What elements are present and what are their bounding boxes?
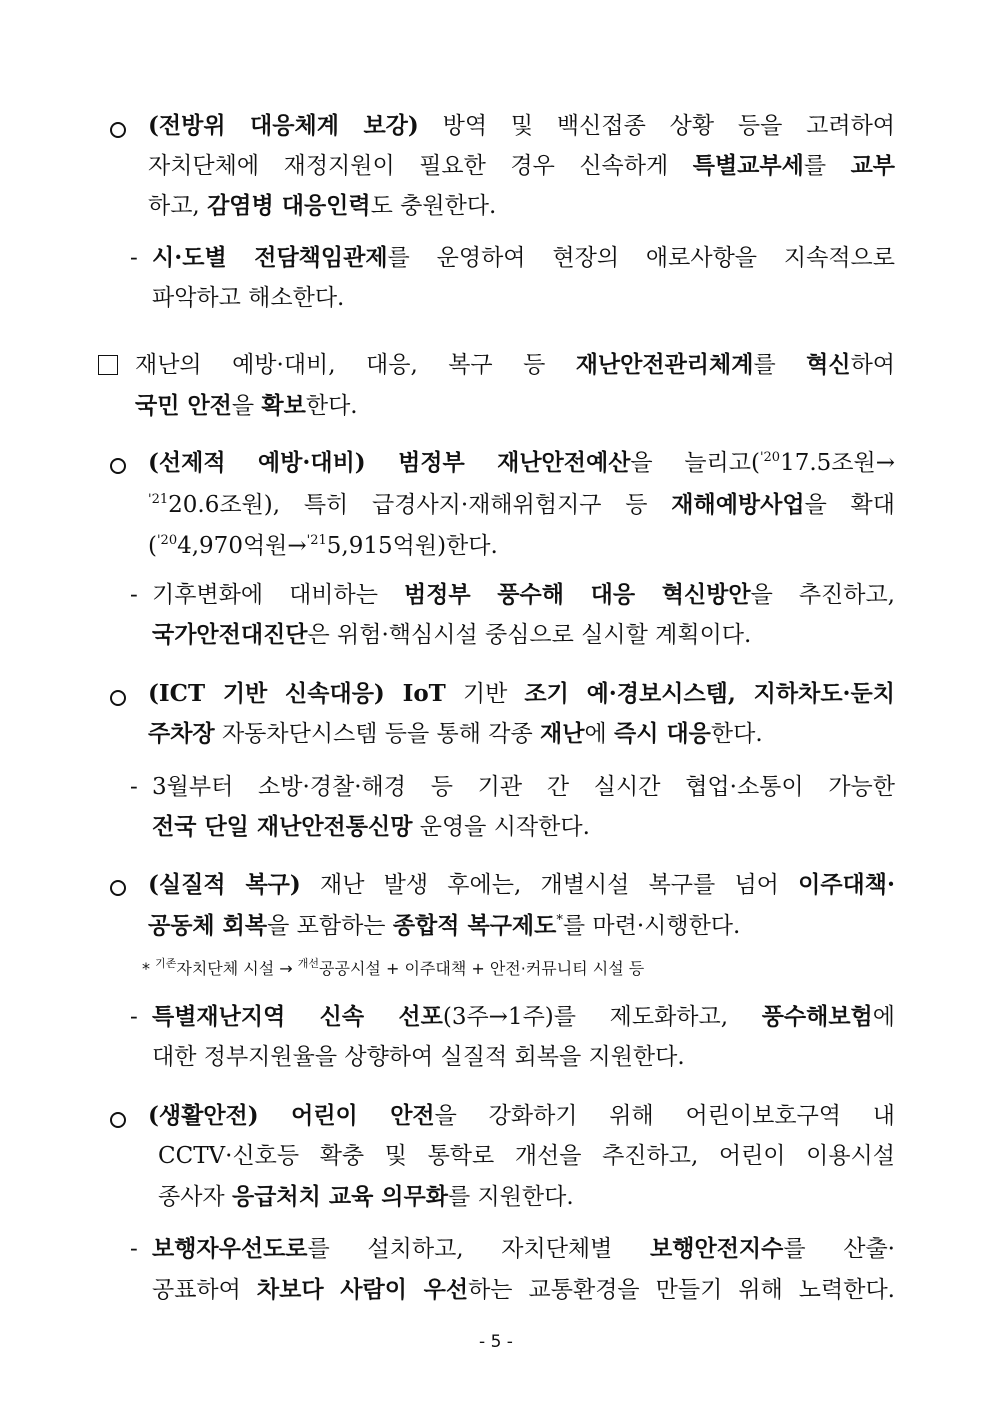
- text-line: [152, 283, 344, 313]
- emphasis-text: 확보: [261, 392, 306, 419]
- circle-bullet-icon: [110, 1112, 126, 1128]
- dash-bullet-icon: -: [130, 774, 138, 800]
- text-line: [148, 191, 496, 221]
- body-text: 을 포함하는: [267, 913, 393, 939]
- body-text: 를 설치하고, 자치단체별: [307, 1236, 651, 1262]
- body-text: 한다.: [710, 721, 763, 747]
- body-text: 을 추진하고,: [750, 582, 895, 608]
- body-text: 를 마련·시행한다.: [562, 913, 741, 939]
- circle-bullet-icon: [110, 122, 126, 138]
- footnote-existing-text: 자치단체 시설 →: [176, 959, 293, 978]
- emphasis-text: (전방위 대응체계 보강): [148, 112, 419, 139]
- body-text: 4,970억원→: [177, 533, 307, 559]
- superscript-note: '21: [306, 533, 327, 548]
- emphasis-text: 보행안전지수: [650, 1235, 784, 1262]
- body-text: 를 산출·: [783, 1236, 895, 1262]
- text-line: [152, 580, 895, 610]
- text-line: [148, 111, 895, 141]
- body-text: 를 운영하여 현장의 애로사항을 지속적으로: [387, 245, 895, 271]
- body-text: 은 위험·핵심시설 중심으로 실시할 계획이다.: [307, 622, 752, 648]
- emphasis-text: 특별재난지역 신속 선포: [152, 1003, 443, 1030]
- body-text: 파악하고 해소한다.: [152, 285, 345, 311]
- body-text: 3월부터 소방·경찰·해경 등 기관 간 실시간 협업·소통이 가능한: [152, 774, 895, 800]
- emphasis-text: 특별교부세: [692, 152, 804, 179]
- emphasis-text: 재난: [540, 720, 585, 747]
- body-text: 기후변화에 대비하는: [152, 582, 404, 608]
- text-line: [158, 1182, 574, 1212]
- footnote-existing-label: 기존: [155, 957, 177, 970]
- body-text: 재난 발생 후에는, 개별시설 복구를 넘어: [300, 872, 799, 898]
- emphasis-text: (선제적 예방·대비) 범정부 재난안전예산: [148, 449, 631, 476]
- body-text: 하여: [850, 352, 895, 378]
- text-line: [135, 391, 358, 421]
- body-text: 5,915억원)한다.: [326, 533, 498, 559]
- body-text: 을 늘리고(: [630, 450, 760, 476]
- text-line: [148, 719, 763, 749]
- dash-bullet-icon: -: [130, 582, 138, 608]
- emphasis-text: 종합적 복구제도: [392, 912, 557, 939]
- body-text: CCTV·신호등 확충 및 통학로 개선을 추진하고, 어린이 이용시설: [158, 1143, 895, 1169]
- emphasis-text: 시·도별 전담책임관제: [152, 244, 388, 271]
- dash-bullet-icon: -: [130, 1236, 138, 1262]
- body-text: 에: [584, 721, 615, 747]
- text-line: [152, 1234, 895, 1264]
- text-line: [158, 1141, 895, 1171]
- body-text: 공표하여: [152, 1277, 257, 1303]
- body-text: 을 확대: [804, 492, 895, 518]
- text-line: [152, 812, 590, 842]
- body-text: (: [148, 533, 157, 559]
- emphasis-text: (ICT 기반 신속대응) IoT: [148, 680, 446, 707]
- emphasis-text: 보행자우선도로: [152, 1235, 308, 1262]
- emphasis-text: 국민 안전: [135, 392, 232, 419]
- circle-bullet-icon: [110, 880, 126, 896]
- emphasis-text: 감염병 대응인력: [207, 192, 371, 219]
- emphasis-text: (실질적 복구): [148, 871, 301, 898]
- text-line: [152, 1002, 895, 1032]
- circle-bullet-icon: [110, 690, 126, 706]
- superscript-note: '21: [148, 492, 169, 507]
- body-text: 기반: [445, 681, 525, 707]
- superscript-note: '20: [759, 450, 781, 465]
- text-line: [152, 1042, 685, 1072]
- emphasis-text: 재난안전관리체계: [575, 351, 754, 378]
- emphasis-text: 이주대책·: [798, 871, 895, 898]
- emphasis-text: 공동체 회복: [148, 912, 268, 939]
- body-text: 20.6조원), 특히 급경사지·재해위험지구 등: [168, 492, 672, 518]
- body-text: 를: [753, 352, 807, 378]
- text-line: [152, 620, 751, 650]
- emphasis-text: 응급처치 교육 의무화: [231, 1183, 448, 1210]
- body-text: 17.5조원→: [780, 450, 895, 476]
- text-line: [148, 490, 895, 520]
- text-line: [135, 350, 895, 380]
- body-text: 을: [231, 393, 262, 419]
- dash-bullet-icon: -: [130, 1004, 138, 1030]
- emphasis-text: 교부: [850, 152, 896, 179]
- square-bullet-icon: [98, 355, 118, 375]
- text-line: [148, 151, 895, 181]
- body-text: 하는 교통환경을 만들기 위해 노력한다.: [468, 1277, 895, 1303]
- dash-bullet-icon: -: [130, 245, 138, 271]
- body-text: 자치단체에 재정지원이 필요한 경우 신속하게: [148, 153, 693, 179]
- body-text: 하고,: [148, 193, 208, 219]
- body-text: 에: [872, 1004, 895, 1030]
- emphasis-text: 조기 예·경보시스템, 지하차도·둔치: [524, 680, 895, 707]
- footnote-improved-label: 개선: [297, 957, 320, 970]
- body-text: 를 지원한다.: [447, 1184, 574, 1210]
- emphasis-text: 혁신: [806, 351, 851, 378]
- body-text: 재난의 예방·대비, 대응, 복구 등: [135, 352, 576, 378]
- emphasis-text: 주차장: [148, 720, 215, 747]
- body-text: 자동차단시스템 등을 통해 각종: [214, 721, 541, 747]
- circle-bullet-icon: [110, 458, 126, 474]
- page-number: - 5 -: [479, 1332, 513, 1352]
- footnote-improved-text: 공공시설 + 이주대책 + 안전·커뮤니티 시설 등: [319, 959, 645, 978]
- body-text: 방역 및 백신접종 상황 등을 고려하여: [418, 113, 895, 139]
- emphasis-text: 국가안전대진단: [152, 621, 308, 648]
- body-text: 도 충원한다.: [370, 193, 497, 219]
- superscript-note: *: [556, 913, 563, 928]
- body-text: 운영을 시작한다.: [412, 814, 590, 840]
- text-line: [152, 243, 895, 273]
- text-line: [148, 531, 498, 561]
- body-text: 를: [803, 153, 851, 179]
- emphasis-text: 차보다 사람이 우선: [256, 1276, 469, 1303]
- body-text: 대한 정부지원율을 상향하여 실질적 회복을 지원한다.: [152, 1044, 685, 1070]
- text-line: [148, 1101, 895, 1131]
- footnote: [142, 957, 644, 981]
- text-line: [148, 448, 895, 478]
- emphasis-text: 재해예방사업: [671, 491, 805, 518]
- text-line: [148, 911, 740, 941]
- emphasis-text: 즉시 대응: [614, 720, 711, 747]
- text-line: [152, 772, 895, 802]
- body-text: (3주→1주)를 제도화하고,: [442, 1004, 762, 1030]
- emphasis-text: 범정부 풍수해 대응 혁신방안: [403, 581, 751, 608]
- body-text: 종사자: [158, 1184, 232, 1210]
- text-line: [148, 870, 895, 900]
- superscript-note: '20: [156, 533, 178, 548]
- body-text: 을 강화하기 위해 어린이보호구역 내: [434, 1103, 895, 1129]
- emphasis-text: 전국 단일 재난안전통신망: [152, 813, 413, 840]
- text-line: [148, 679, 895, 709]
- text-line: [152, 1275, 895, 1305]
- emphasis-text: (생활안전) 어린이 안전: [148, 1102, 435, 1129]
- emphasis-text: 풍수해보험: [761, 1003, 873, 1030]
- footnote-star: *: [142, 959, 150, 978]
- body-text: 한다.: [305, 393, 358, 419]
